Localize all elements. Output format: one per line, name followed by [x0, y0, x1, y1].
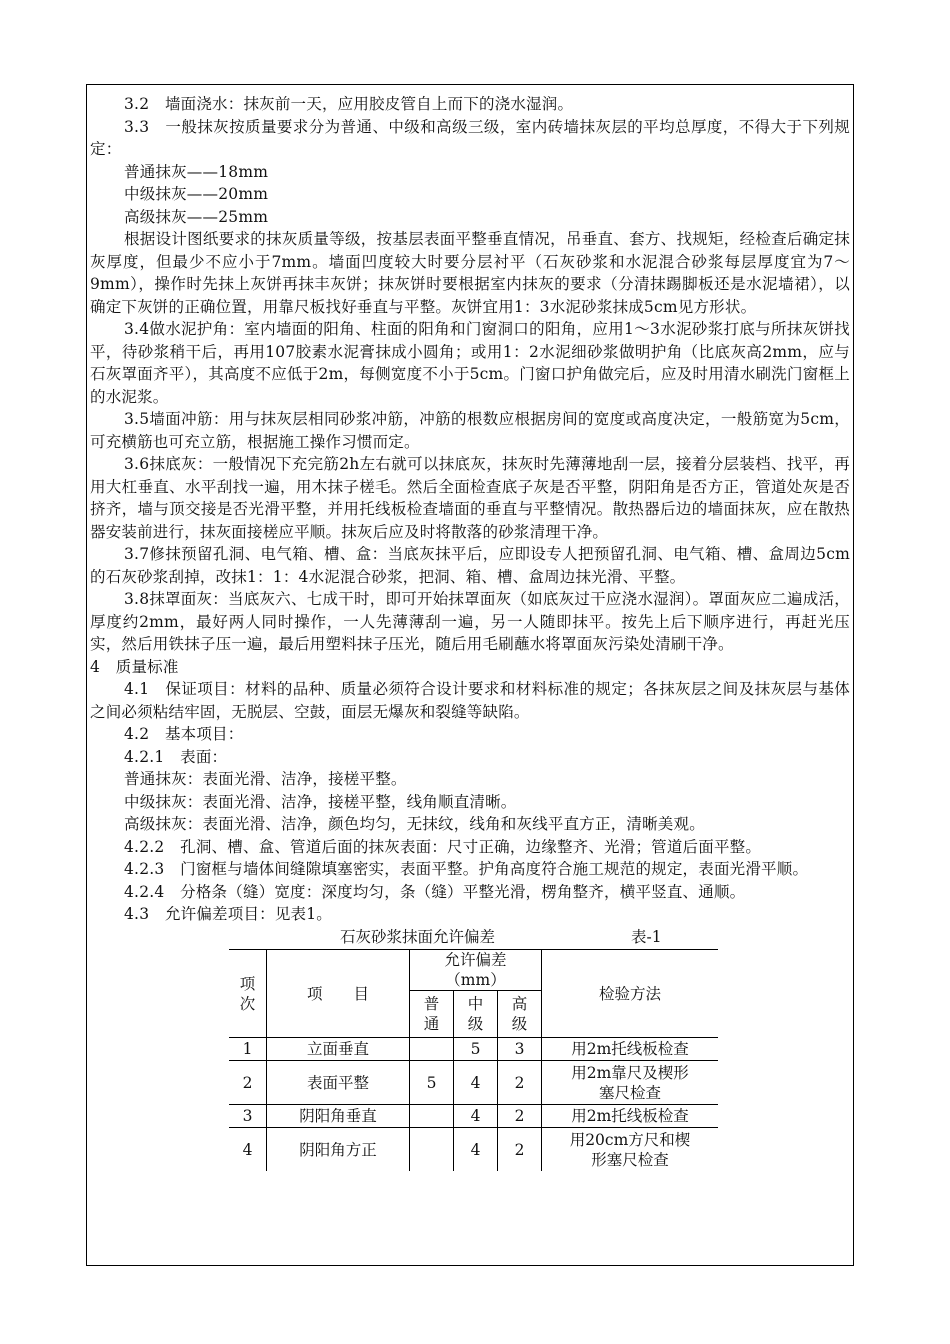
- cell-item: 阴阳角方正: [267, 1128, 410, 1172]
- paragraph-4-3: 4.3 允许偏差项目：见表1。: [124, 905, 333, 923]
- header-normal: 普通: [410, 991, 454, 1038]
- surface-normal: 普通抹灰：表面光滑、洁净，接槎平整。: [124, 770, 407, 788]
- header-index: 项次: [229, 950, 267, 1038]
- surface-middle: 中级抹灰：表面光滑、洁净，接槎平整，线角顺直清晰。: [124, 792, 517, 811]
- cell-normal: [410, 1038, 454, 1061]
- table-row: [229, 1128, 718, 1172]
- cell-no: 1: [229, 1038, 267, 1061]
- cell-normal: [410, 1128, 454, 1172]
- cell-method: 用2m托线板检查: [542, 1105, 719, 1128]
- cell-high: 3: [498, 1038, 542, 1061]
- header-method: 检验方法: [542, 950, 719, 1038]
- paragraph-4-2-1: 4.2.1 表面：: [124, 747, 228, 766]
- cell-normal: 5: [410, 1061, 454, 1105]
- paragraph-4-2-3: 4.2.3 门窗框与墙体间缝隙填塞密实，表面平整。护角高度符合施工规范的规定，表面光滑平顺。: [124, 860, 809, 878]
- table-title: 石灰砂浆抹面允许偏差: [340, 927, 496, 946]
- cell-no: 3: [229, 1105, 267, 1128]
- paragraph-4-2: 4.2 基本项目：: [124, 725, 244, 743]
- paragraph-design-requirements: 根据设计图纸要求的抹灰质量等级，按基层表面平整垂直情况，吊垂直、套方、找规矩，经检查后确定抹灰厚度，但最少不应小于7mm。墙面凹度较大时要分层衬平（石灰砂浆和水泥混合砂浆每层厚度宜为7～9mm），操作时先抹上灰饼再抹丰灰饼；抹灰饼时要根据室内抹灰的要求（分清抹踢脚板还是水泥墙裙），以确定下灰饼的正确位置，用靠尺板找好垂直与平整。灰饼宜用1：3水泥砂浆抹成5cm见方形状。: [90, 230, 850, 316]
- section-heading-4: 4 质量标准: [90, 657, 179, 676]
- header-middle: 中级: [454, 991, 498, 1038]
- cell-method: 用2m靠尺及楔形塞尺检查: [542, 1061, 719, 1105]
- paragraph-3-6: 3.6抹底灰：一般情况下充完筋2h左右就可以抹底灰，抹灰时先薄薄地刮一层，接着分层装档、找平，再用大杠垂直、水平刮找一遍，用木抹子槎毛。然后全面检查底子灰是否平整，阴阳角是否方正，管道处灰是否挤齐，墙与顶交接是否光滑平整，并用托线板检查墙面的垂直与平整情况。散热器后边的墙面抹灰，应在散热器安装前进行，抹灰面接槎应平顺。抹灰后应及时将散落的砂浆清理干净。: [90, 455, 850, 541]
- thickness-middle: 中级抹灰——20mm: [124, 185, 269, 203]
- thickness-high: 高级抹灰——25mm: [124, 207, 269, 226]
- header-allowed: 允许偏差 （mm）: [410, 950, 542, 991]
- cell-middle: 4: [454, 1061, 498, 1105]
- cell-high: 2: [498, 1061, 542, 1105]
- surface-high: 高级抹灰：表面光滑、洁净，颜色均匀，无抹纹，线角和灰线平直方正，清晰美观。: [124, 815, 705, 833]
- page-frame: [86, 84, 854, 1266]
- table-caption: [90, 926, 850, 948]
- cell-item: 表面平整: [267, 1061, 410, 1105]
- cell-middle: 4: [454, 1128, 498, 1172]
- cell-middle: 5: [454, 1038, 498, 1061]
- paragraph-3-3: 3.3 一般抹灰按质量要求分为普通、中级和高级三级，室内砖墙抹灰层的平均总厚度，不得大于下列规定：: [90, 117, 850, 158]
- paragraph-4-1: 4.1 保证项目：材料的品种、质量必须符合设计要求和材料标准的规定；各抹灰层之间及抹灰层与基体之间必须粘结牢固，无脱层、空鼓，面层无爆灰和裂缝等缺陷。: [90, 680, 850, 721]
- cell-high: 2: [498, 1128, 542, 1172]
- paragraph-3-7: 3.7修抹预留孔洞、电气箱、槽、盒：当底灰抹平后，应即设专人把预留孔洞、电气箱、槽、盒周边5cm的石灰砂浆刮掉，改抹1：1：4水泥混合砂浆，把洞、箱、槽、盒周边抹光滑、平整。: [90, 545, 850, 586]
- table-row: [229, 1038, 718, 1061]
- cell-no: 4: [229, 1128, 267, 1172]
- cell-method: 用20cm方尺和楔形塞尺检查: [542, 1128, 719, 1172]
- header-high: 高级: [498, 991, 542, 1038]
- paragraph-3-8: 3.8抹罩面灰：当底灰六、七成干时，即可开始抹罩面灰（如底灰过干应浇水湿润）。罩面灰应二遍成活，厚度约2mm，最好两人同时操作，一人先薄薄刮一遍，另一人随即抹平。按先上后下顺序进行，再赶光压实，然后用铁抹子压一遍，最后用塑料抹子压光，随后用毛刷蘸水将罩面灰污染处清刷干净。: [90, 590, 850, 653]
- cell-item: 阴阳角垂直: [267, 1105, 410, 1128]
- thickness-normal: 普通抹灰——18mm: [124, 162, 269, 181]
- table-number: 表-1: [631, 927, 662, 946]
- table-row: [229, 1061, 718, 1105]
- deviation-table: [229, 949, 718, 1171]
- cell-high: 2: [498, 1105, 542, 1128]
- cell-item: 立面垂直: [267, 1038, 410, 1061]
- cell-normal: [410, 1105, 454, 1128]
- paragraph-3-2: 3.2 墙面浇水：抹灰前一天，应用胶皮管自上而下的浇水湿润。: [124, 95, 574, 113]
- cell-middle: 4: [454, 1105, 498, 1128]
- table-row: [229, 1105, 718, 1128]
- cell-method: 用2m托线板检查: [542, 1038, 719, 1061]
- paragraph-3-4: 3.4做水泥护角：室内墙面的阳角、柱面的阳角和门窗洞口的阳角，应用1～3水泥砂浆打底与所抹灰饼找平，待砂浆稍干后，再用107胶素水泥膏抹成小圆角；或用1：2水泥细砂浆做明护角（比底灰高2mm，应与石灰罩面齐平），其高度不应低于2m，每侧宽度不小于5cm。门窗口护角做完后，应及时用清水刷洗门窗框上的水泥浆。: [90, 320, 850, 406]
- cell-no: 2: [229, 1061, 267, 1105]
- paragraph-4-2-2: 4.2.2 孔洞、槽、盒、管道后面的抹灰表面：尺寸正确，边缘整齐、光滑；管道后面平整。: [124, 837, 762, 856]
- header-item: 项 目: [267, 950, 410, 1038]
- document-body: [90, 93, 850, 948]
- paragraph-4-2-4: 4.2.4 分格条（缝）宽度：深度均匀，条（缝）平整光滑，楞角整齐，横平竖直、通顺。: [124, 882, 746, 901]
- paragraph-3-5: 3.5墙面冲筋：用与抹灰层相同砂浆冲筋，冲筋的根数应根据房间的宽度或高度决定，一般筋宽为5cm，可充横筋也可充立筋，根据施工操作习惯而定。: [90, 410, 850, 451]
